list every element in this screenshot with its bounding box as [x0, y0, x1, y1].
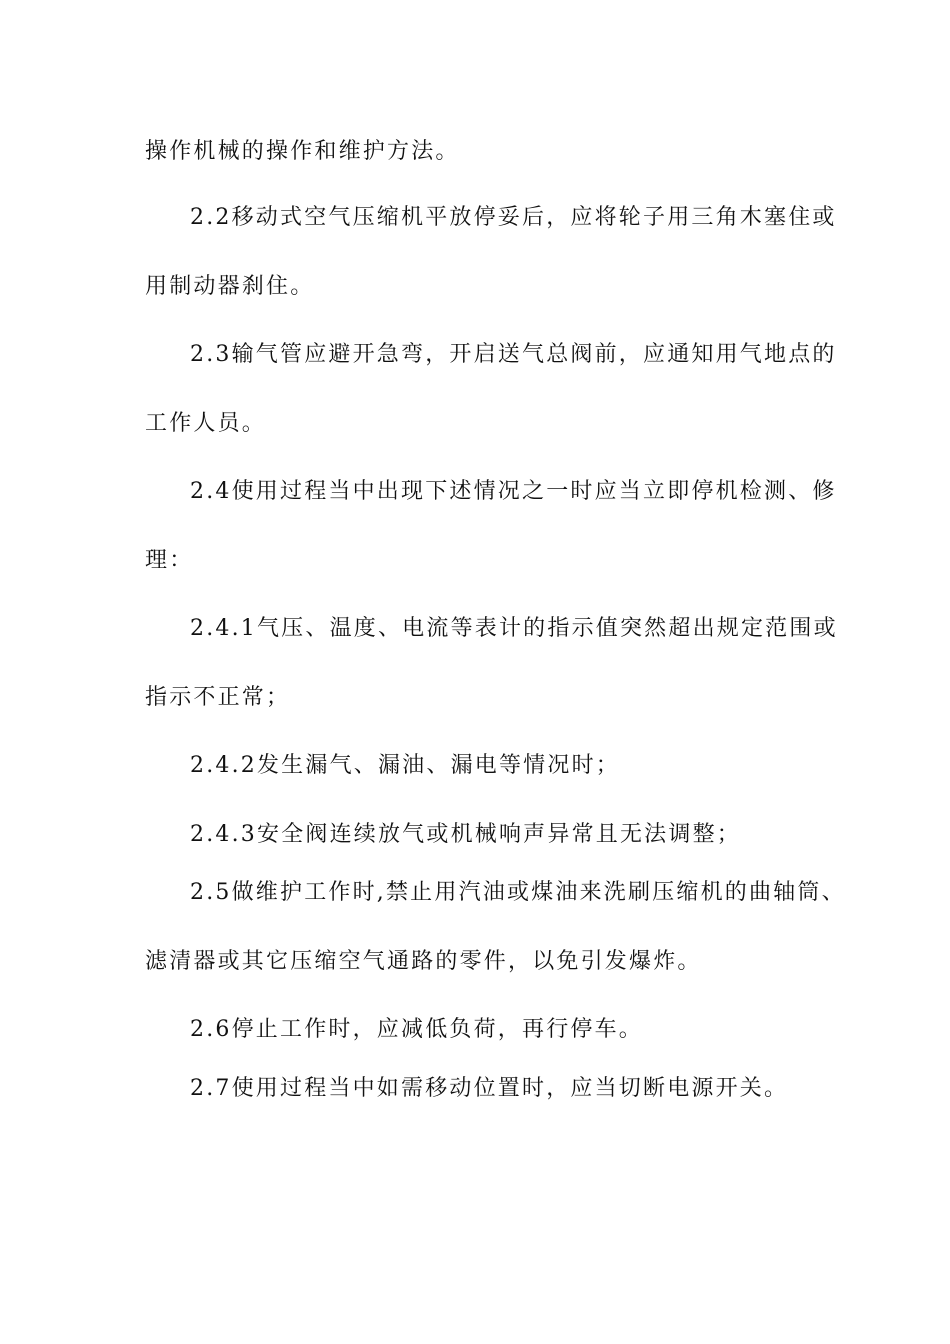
clause-2-4-1-line-2: 指示不正常；: [145, 685, 291, 710]
clause-2-2-line-1: 2.2移动式空气压缩机平放停妥后，应将轮子用三角木塞住或: [190, 205, 837, 230]
clause-2-3-line-2: 工作人员。: [145, 411, 267, 436]
clause-2-4-line-1: 2.4使用过程当中出现下述情况之一时应当立即停机检测、修: [190, 479, 837, 504]
clause-2-7-line: 2.7使用过程当中如需移动位置时，应当切断电源开关。: [190, 1076, 789, 1101]
clause-2-5-line-2: 滤清器或其它压缩空气通路的零件，以免引发爆炸。: [145, 949, 702, 974]
text-line-1: 操作机械的操作和维护方法。: [145, 139, 460, 164]
clause-2-4-line-2: 理：: [145, 548, 194, 573]
clause-2-4-1-line-1: 2.4.1气压、温度、电流等表计的指示值突然超出规定范围或: [190, 616, 838, 641]
clause-2-3-line-1: 2.3输气管应避开急弯，开启送气总阀前，应通知用气地点的: [190, 342, 837, 367]
clause-2-2-line-2: 用制动器刹住。: [145, 274, 315, 299]
clause-2-4-3-line: 2.4.3安全阀连续放气或机械响声异常且无法调整；: [190, 822, 741, 847]
clause-2-5-line-1: 2.5做维护工作时,禁止用汽油或煤油来洗刷压缩机的曲轴筒、: [190, 880, 846, 905]
clause-2-6-line: 2.6停止工作时，应减低负荷，再行停车。: [190, 1017, 643, 1042]
clause-2-4-2-line: 2.4.2发生漏气、漏油、漏电等情况时；: [190, 753, 620, 778]
